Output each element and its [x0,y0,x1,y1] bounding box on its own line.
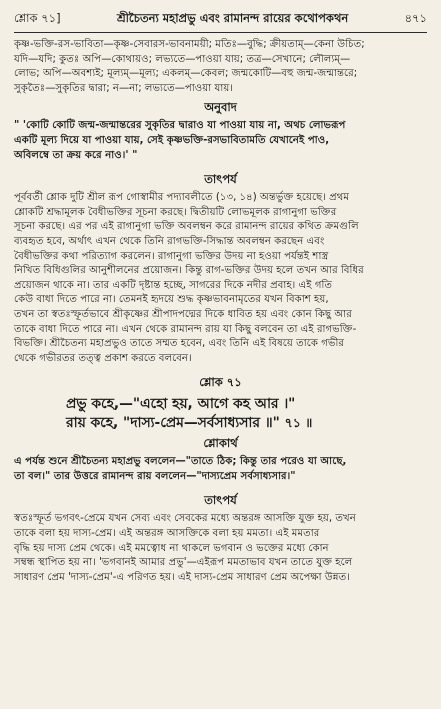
synonyms-line: যদি—যদি; কুতঃ অপি—কোথায়ও; লভ্যতে—পাওয়া যায়; তত্র—সেখানে; লৌল্যম্— [14,53,351,65]
translation-line: অবিলম্বে তা ক্রয় করে নাও।' " [14,149,138,161]
meaning-line: তা বল।" তার উত্তরে রামানন্দ রায় বললেন—"দাস্যপ্রেম সর্বসাধ্যসার।" [14,470,296,482]
meaning-line: এ পর্যন্ত শুনে শ্রীচৈতন্য মহাপ্রভু বললেন—"তাতে ঠিক; কিন্তু তার পরেও যা আছে, [14,456,347,468]
purport-line: সূচনা করছে। এর পর এই রাগানুগা ভক্তি অবলম্বন করে রামানন্দ রায়ের কথিত ক্রমগুলি [14,221,359,233]
translation-line: " 'কোটি কোটি জন্ম-জন্মান্তরের সুকৃতির দ্বারাও যা পাওয়া যায় না, অথচ লোভরূপ [14,120,346,132]
verse-line-1: প্রভু কহে,—"এহো হয়, আগে কহ আর ।" [66,396,296,413]
purport-line: শ্লোকটি শ্রদ্ধামূলক বৈধীভক্তির সূচনা করছে। দ্বিতীয়টি লোভমূলক রাগানুগা ভক্তির [14,206,337,218]
translation-heading: অনুবাদ [204,100,237,115]
chapter-title: শ্রীচৈতন্য মহাপ্রভু এবং রামানন্দ রায়ের কথোপকথন [116,11,349,25]
purport-line: তাকে বলা হয় দাস্য-প্রেম। এই অন্তরঙ্গ আসক্তিকে বলা হয় মমতা। এই মমতার [14,528,320,540]
purport-line: বৃদ্ধি হয় দাস্য প্রেম থেকে। এই মমত্বোধ না থাকলে ভগবান ও ভক্তের মধ্যে কোন [14,542,329,554]
purport-line: সম্বন্ধ স্থাপিত হয় না। 'ভগবানই আমার প্রভু'—এইরূপ মমতাভাব যখন তাতে যুক্ত হলে [14,557,353,569]
page-header [14,10,427,33]
verse-number: ৭১ ॥ [284,415,313,431]
synonyms-line: সুকৃতৈঃ—সুকৃতির দ্বারা; ন—না; লভ্যতে—পাওয়া যায়। [14,82,233,94]
verse-section [14,374,427,432]
purport-section-2 [14,492,427,585]
purport-line: বৈধীভক্তির কথা পরিত্যাগ করলেন। রাগানুগা ভক্তির উদয় না হওয়া পর্যন্তই শাস্ত্র [14,250,329,262]
purport-line: পূর্ববর্তী শ্লোক দুটি শ্রীল রূপ গোস্বামীর পদ্যাবলীতে (১৩, ১৪) অন্তর্ভুক্ত হয়েছে। প্রথম [14,192,350,204]
meaning-heading: শ্লোকার্থ [203,436,238,451]
purport-line: ব্যবহৃত হবে, অর্থাৎ এখন থেকে তিনি রাগভক্তি-সিদ্ধান্ত অবলম্বন করছেন এবং [14,235,325,247]
purport-line: বিভক্তি। শ্রীচৈতন্য মহাপ্রভুও তাতে সম্মত হবেন, এবং তিনি এই বিষয়ে তাকে গভীর [14,338,344,350]
translation-line: একটি মূল্য দিয়ে যা পাওয়া যায়, সেই কৃষ্ণভক্তি-রসভাবিতামতি যেখানেই পাও, [14,134,330,146]
purport-line: স্বতঃস্ফূর্ত ভগবৎ-প্রেমে যখন সেব্য এবং সেবকের মধ্যে অন্তরঙ্গ আসক্তি যুক্ত হয়, তখন [14,513,356,525]
purport-line: তাকে বাধা দিতে পারে না। এখন থেকে রামানন্দ রায় যা কিছু বলবেন তা এই রাগভক্তি- [14,323,357,335]
synonyms-line: কৃষ্ণ-ভক্তি-রস-ভাবিতা—কৃষ্ণ-সেবারস-ভাবনাময়ী; মতিঃ—বুদ্ধি; ক্রীয়তাম্—কেনা উচিত; [14,39,365,50]
synonyms-line: লোভ; অপি—অবশ্যই; মূল্যম্—মূল্য; একলম্—কেবল; জন্মকোটি—বহু জন্ম-জন্মান্তরে; [14,68,358,80]
page-number: ৪৭১ [404,11,427,25]
purport-line: নিখিত বিধিগুলির আনুশীলনের প্রয়োজন। কিন্তু রাগ-ভক্তির উদয় হলে তখন আর বিধির [14,265,364,277]
purport-line: থেকে গভীরতর তত্ত্ব প্রকাশ করতে বলবেন। [14,352,192,364]
verse-line-2-text: রায় কহে, "দাস্য-প্রেম—সর্বসাধ্যসার ॥" [66,415,280,432]
purport-line: তখন তা স্বতঃস্ফূর্তভাবে শ্রীকৃষ্ণের শ্রীপাদপদ্মের দিকে ধাবিত হয় এবং কোন কিছু আর [14,308,352,320]
synonyms-section [14,38,427,96]
book-page [14,10,427,700]
meaning-section [14,435,427,484]
purport-line: প্রয়োজন থাকে না। তার একটি দৃষ্টান্ত হচ্ছে, সাগরের দিকে নদীর প্রবাহ। এই গতি [14,279,333,291]
purport-heading: তাৎপর্য [204,172,237,187]
verse-reference: শ্লোক ৭১] [14,11,61,25]
purport-heading-2: তাৎপর্য [204,493,237,508]
verse-line-2 [66,414,427,432]
purport-line: কেউ বাধা দিতে পারে না। তেমনই হৃদয়ে শুদ্ধ কৃষ্ণভাবনামৃতের যখন বিকাশ হয়, [14,294,329,306]
purport-section [14,171,427,366]
translation-section [14,99,427,163]
verse-heading: শ্লোক ৭১ [199,375,242,390]
purport-line: সাধারণ প্রেম 'দাস্য-প্রেম'-এ পরিণত হয়। এই দাস্য-প্রেম সাধারণ প্রেম অপেক্ষা উন্নত। [14,571,350,583]
